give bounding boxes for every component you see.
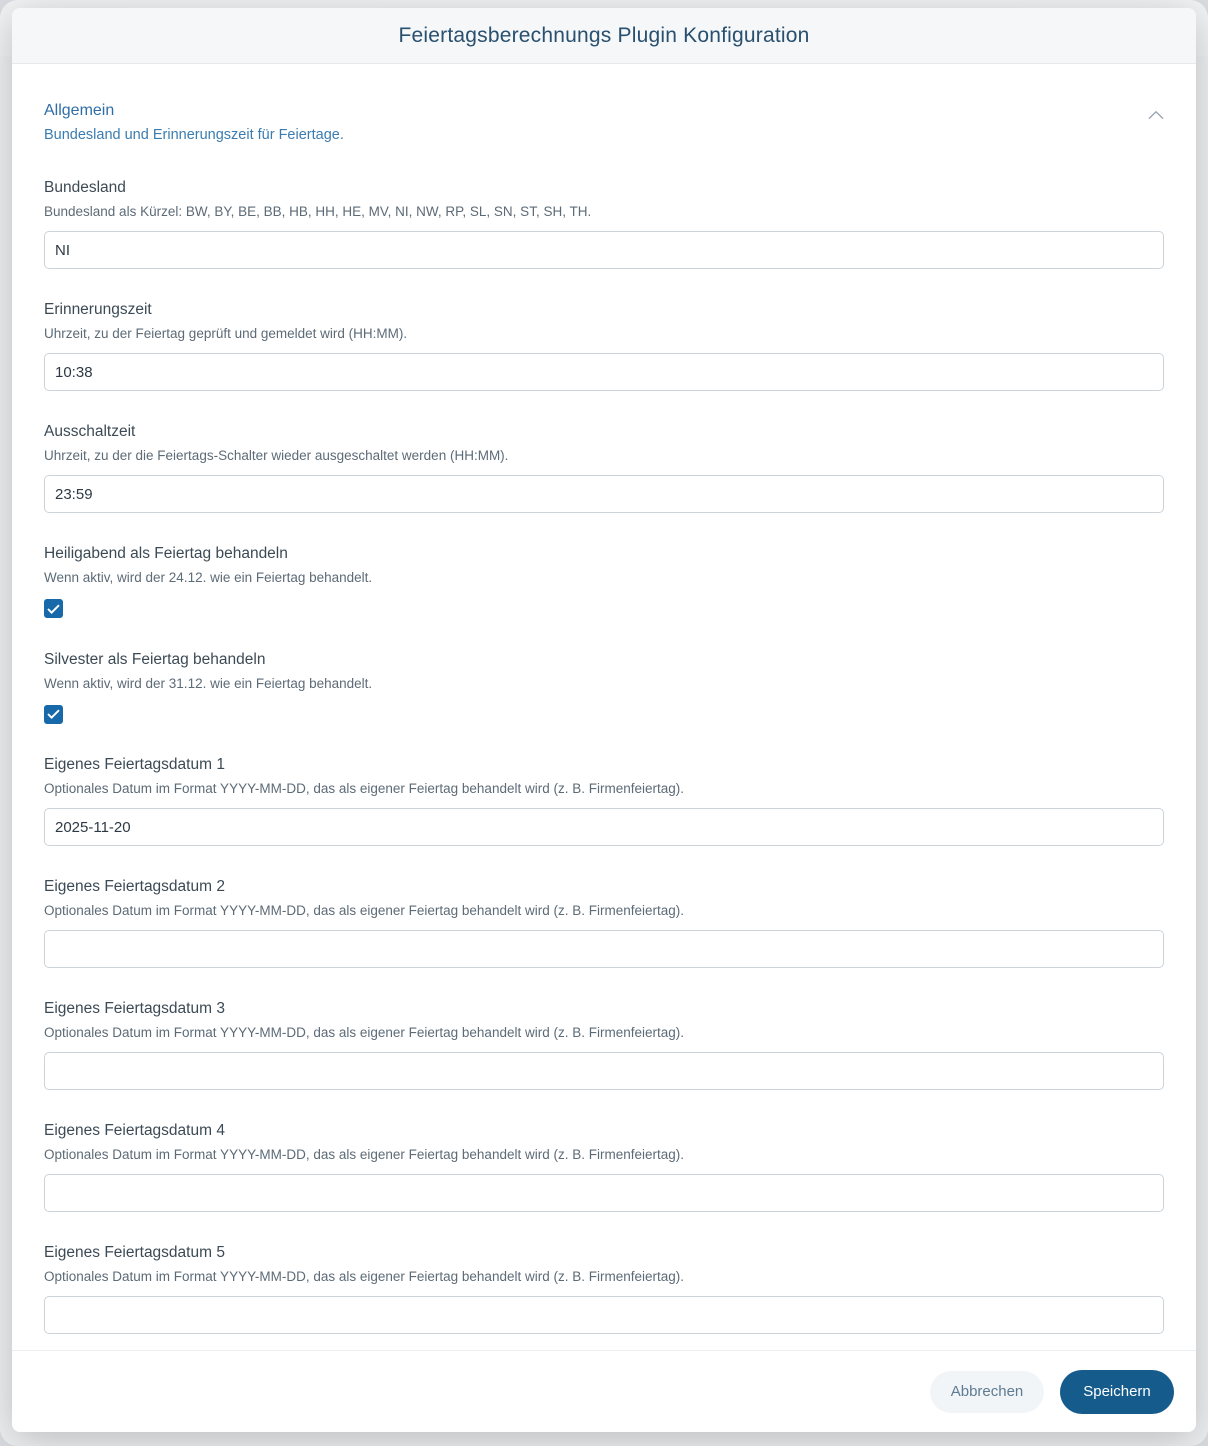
feiertagsdatum-3-input[interactable]: [44, 1052, 1164, 1090]
field-ausschaltzeit: [32, 423, 1176, 513]
field-description: Optionales Datum im Format YYYY-MM-DD, das als eigener Feiertag behandelt wird (z. B. Firmenfeiertag).: [44, 903, 684, 918]
bundesland-input[interactable]: [44, 231, 1164, 269]
chevron-up-icon[interactable]: [1148, 102, 1164, 123]
field-description: Optionales Datum im Format YYYY-MM-DD, das als eigener Feiertag behandelt wird (z. B. Firmenfeiertag).: [44, 1269, 684, 1284]
field-description: Uhrzeit, zu der Feiertag geprüft und gemeldet wird (HH:MM).: [44, 326, 408, 341]
save-button[interactable]: Speichern: [1060, 1370, 1174, 1414]
field-description: Optionales Datum im Format YYYY-MM-DD, das als eigener Feiertag behandelt wird (z. B. Firmenfeiertag).: [44, 1147, 684, 1162]
field-description: Optionales Datum im Format YYYY-MM-DD, das als eigener Feiertag behandelt wird (z. B. Firmenfeiertag).: [44, 781, 684, 796]
field-label: Eigenes Feiertagsdatum 4: [44, 1122, 225, 1139]
field-label: Eigenes Feiertagsdatum 3: [44, 1000, 225, 1017]
field-heiligabend: [32, 545, 1176, 619]
field-feiertagsdatum-2: [32, 878, 1176, 968]
field-description: Uhrzeit, zu der die Feiertags-Schalter wieder ausgeschaltet werden (HH:MM).: [44, 448, 509, 463]
ausschaltzeit-input[interactable]: [44, 475, 1164, 513]
field-label: Eigenes Feiertagsdatum 5: [44, 1244, 225, 1261]
dialog-footer: [12, 1350, 1196, 1432]
field-description: Optionales Datum im Format YYYY-MM-DD, das als eigener Feiertag behandelt wird (z. B. Firmenfeiertag).: [44, 1025, 684, 1040]
heiligabend-checkbox[interactable]: [44, 599, 63, 618]
field-feiertagsdatum-1: [32, 756, 1176, 846]
field-label: Ausschaltzeit: [44, 423, 136, 440]
feiertagsdatum-5-input[interactable]: [44, 1296, 1164, 1334]
field-feiertagsdatum-5: [32, 1244, 1176, 1334]
field-erinnerungszeit: [32, 301, 1176, 391]
dialog-body[interactable]: [12, 64, 1196, 1350]
field-bundesland: [32, 179, 1176, 269]
section-subtitle: Bundesland und Erinnerungszeit für Feiertage.: [44, 127, 344, 143]
field-feiertagsdatum-4: [32, 1122, 1176, 1212]
dialog-header: [12, 8, 1196, 64]
field-label: Eigenes Feiertagsdatum 2: [44, 878, 225, 895]
field-label: Erinnerungszeit: [44, 301, 152, 318]
erinnerungszeit-input[interactable]: [44, 353, 1164, 391]
field-description: Wenn aktiv, wird der 24.12. wie ein Feiertag behandelt.: [44, 570, 373, 585]
feiertagsdatum-4-input[interactable]: [44, 1174, 1164, 1212]
field-feiertagsdatum-3: [32, 1000, 1176, 1090]
config-dialog: [12, 8, 1196, 1432]
field-description: Bundesland als Kürzel: BW, BY, BE, BB, HB, HH, HE, MV, NI, NW, RP, SL, SN, ST, SH, TH.: [44, 204, 592, 219]
feiertagsdatum-1-input[interactable]: [44, 808, 1164, 846]
field-label: Heiligabend als Feiertag behandeln: [44, 545, 288, 562]
cancel-button[interactable]: Abbrechen: [930, 1371, 1044, 1413]
feiertagsdatum-2-input[interactable]: [44, 930, 1164, 968]
section-allgemein-header[interactable]: [32, 64, 1176, 147]
dialog-title: Feiertagsberechnungs Plugin Konfiguration: [398, 23, 810, 47]
silvester-checkbox[interactable]: [44, 705, 63, 724]
field-label: Bundesland: [44, 179, 126, 196]
field-label: Silvester als Feiertag behandeln: [44, 650, 266, 668]
field-silvester: [32, 651, 1176, 725]
field-description: Wenn aktiv, wird der 31.12. wie ein Feiertag behandelt.: [44, 675, 373, 691]
field-label: Eigenes Feiertagsdatum 1: [44, 756, 225, 773]
section-title: Allgemein: [44, 102, 115, 119]
